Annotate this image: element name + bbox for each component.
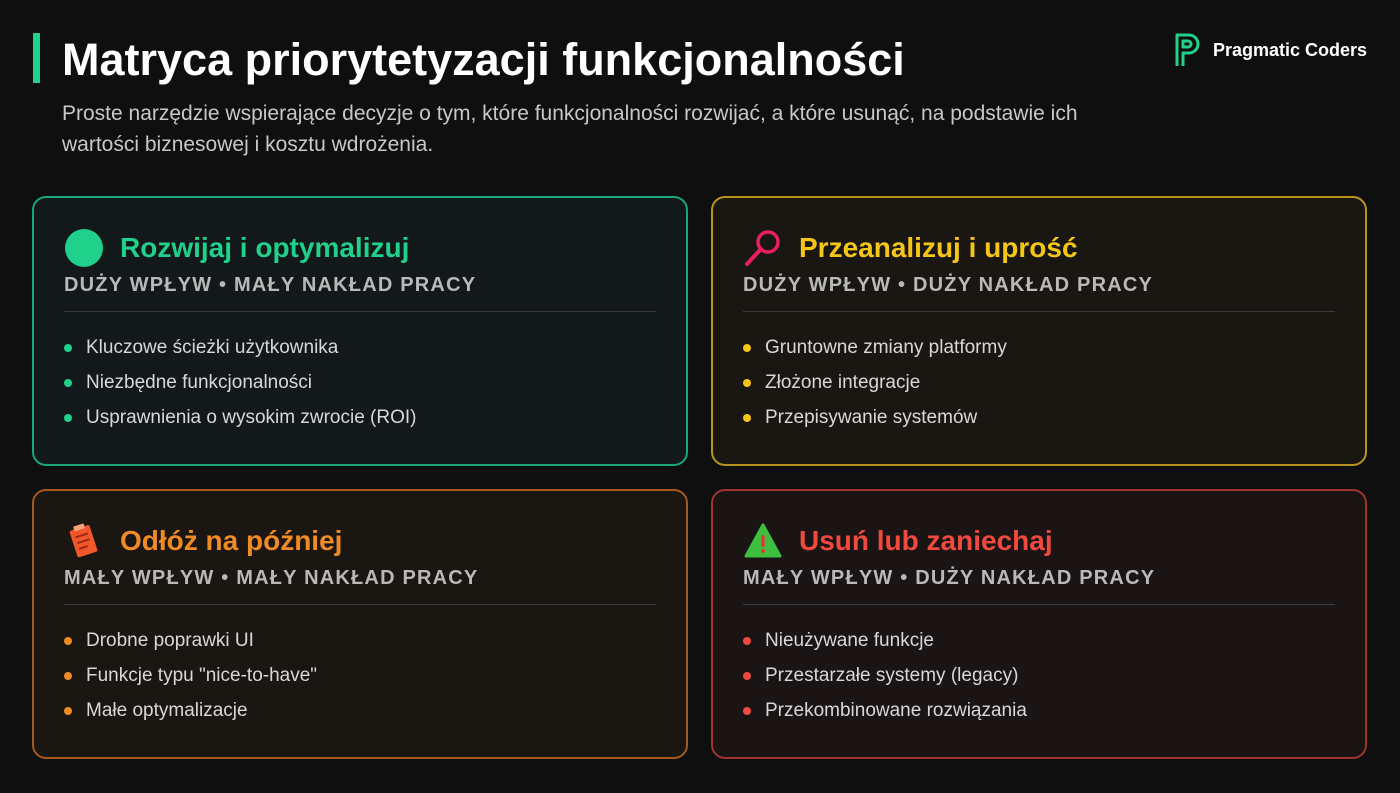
list-item-text: Niezbędne funkcjonalności [86, 371, 313, 393]
quadrant-subtitle: DUŻY WPŁYW • MAŁY NAKŁAD PRACY [64, 274, 477, 296]
quadrant-header [743, 519, 1335, 563]
list-item [743, 623, 1335, 658]
bullet-icon [743, 707, 751, 715]
quadrant-analyze [711, 196, 1367, 466]
list-item [743, 330, 1335, 365]
list-item-text: Przepisywanie systemów [765, 406, 978, 428]
quadrant-list [743, 330, 1335, 435]
brand [1173, 32, 1367, 68]
list-item [743, 365, 1335, 400]
quadrant-header [64, 226, 656, 270]
list-item-text: Przestarzałe systemy (legacy) [765, 664, 1019, 686]
bullet-icon [64, 707, 72, 715]
bullet-icon [743, 637, 751, 645]
quadrant-subtitle: MAŁY WPŁYW • DUŻY NAKŁAD PRACY [743, 567, 1156, 589]
page-title: Matryca priorytetyzacji funkcjonalności [62, 34, 905, 85]
quadrant-subtitle: DUŻY WPŁYW • DUŻY NAKŁAD PRACY [743, 274, 1154, 296]
list-item-text: Nieużywane funkcje [765, 629, 934, 651]
brand-name: Pragmatic Coders [1212, 39, 1367, 60]
list-item-text: Kluczowe ścieżki użytkownika [86, 336, 339, 358]
quadrant-title: Przeanalizuj i uprość [799, 232, 1078, 263]
quadrant-header [743, 226, 1335, 270]
warning-icon [743, 521, 783, 561]
green-circle-icon [64, 228, 104, 268]
quadrant-list [64, 330, 656, 435]
bullet-icon [743, 344, 751, 352]
bullet-icon [743, 379, 751, 387]
list-item-text: Drobne poprawki UI [86, 629, 254, 651]
list-item-text: Gruntowne zmiany platformy [765, 336, 1007, 358]
quadrant-divider [743, 604, 1335, 605]
list-item-text: Złożone integracje [765, 371, 921, 393]
list-item-text: Małe optymalizacje [86, 699, 248, 721]
quadrant-divider [64, 311, 656, 312]
quadrant-postpone [32, 489, 688, 759]
list-item [64, 658, 656, 693]
quadrant-divider [743, 311, 1335, 312]
bullet-icon [64, 637, 72, 645]
title-accent-bar [33, 33, 40, 83]
quadrant-list [743, 623, 1335, 728]
bullet-icon [743, 414, 751, 422]
quadrant-remove [711, 489, 1367, 759]
quadrant-header [64, 519, 656, 563]
quadrant-title: Rozwijaj i optymalizuj [120, 232, 410, 263]
list-item [64, 693, 656, 728]
list-item-text: Usprawnienia o wysokim zwrocie (ROI) [86, 406, 417, 428]
bullet-icon [64, 672, 72, 680]
bullet-icon [64, 379, 72, 387]
list-item-text: Funkcje typu "nice-to-have" [86, 664, 318, 686]
quadrant-title: Usuń lub zaniechaj [799, 525, 1053, 556]
bullet-icon [743, 672, 751, 680]
list-item [64, 400, 656, 435]
list-item [743, 400, 1335, 435]
quadrant-divider [64, 604, 656, 605]
quadrant-list [64, 623, 656, 728]
list-item [64, 365, 656, 400]
list-item [743, 658, 1335, 693]
list-item [64, 330, 656, 365]
quadrant-title: Odłóż na później [120, 525, 343, 556]
bullet-icon [64, 414, 72, 422]
pragmatic-coders-logo-icon [1173, 32, 1203, 68]
bullet-icon [64, 344, 72, 352]
quadrant-subtitle: MAŁY WPŁYW • MAŁY NAKŁAD PRACY [64, 567, 479, 589]
list-item [64, 623, 656, 658]
quadrant-develop [32, 196, 688, 466]
memo-icon [64, 521, 104, 561]
list-item [743, 693, 1335, 728]
page-subtitle: Proste narzędzie wspierające decyzje o tym, które funkcjonalności rozwijać, a które usunąć, na podstawie ich wartości biznesowej i kosztu wdrożenia. [62, 102, 1078, 156]
list-item-text: Przekombinowane rozwiązania [765, 699, 1027, 721]
magnifier-icon [743, 228, 783, 268]
